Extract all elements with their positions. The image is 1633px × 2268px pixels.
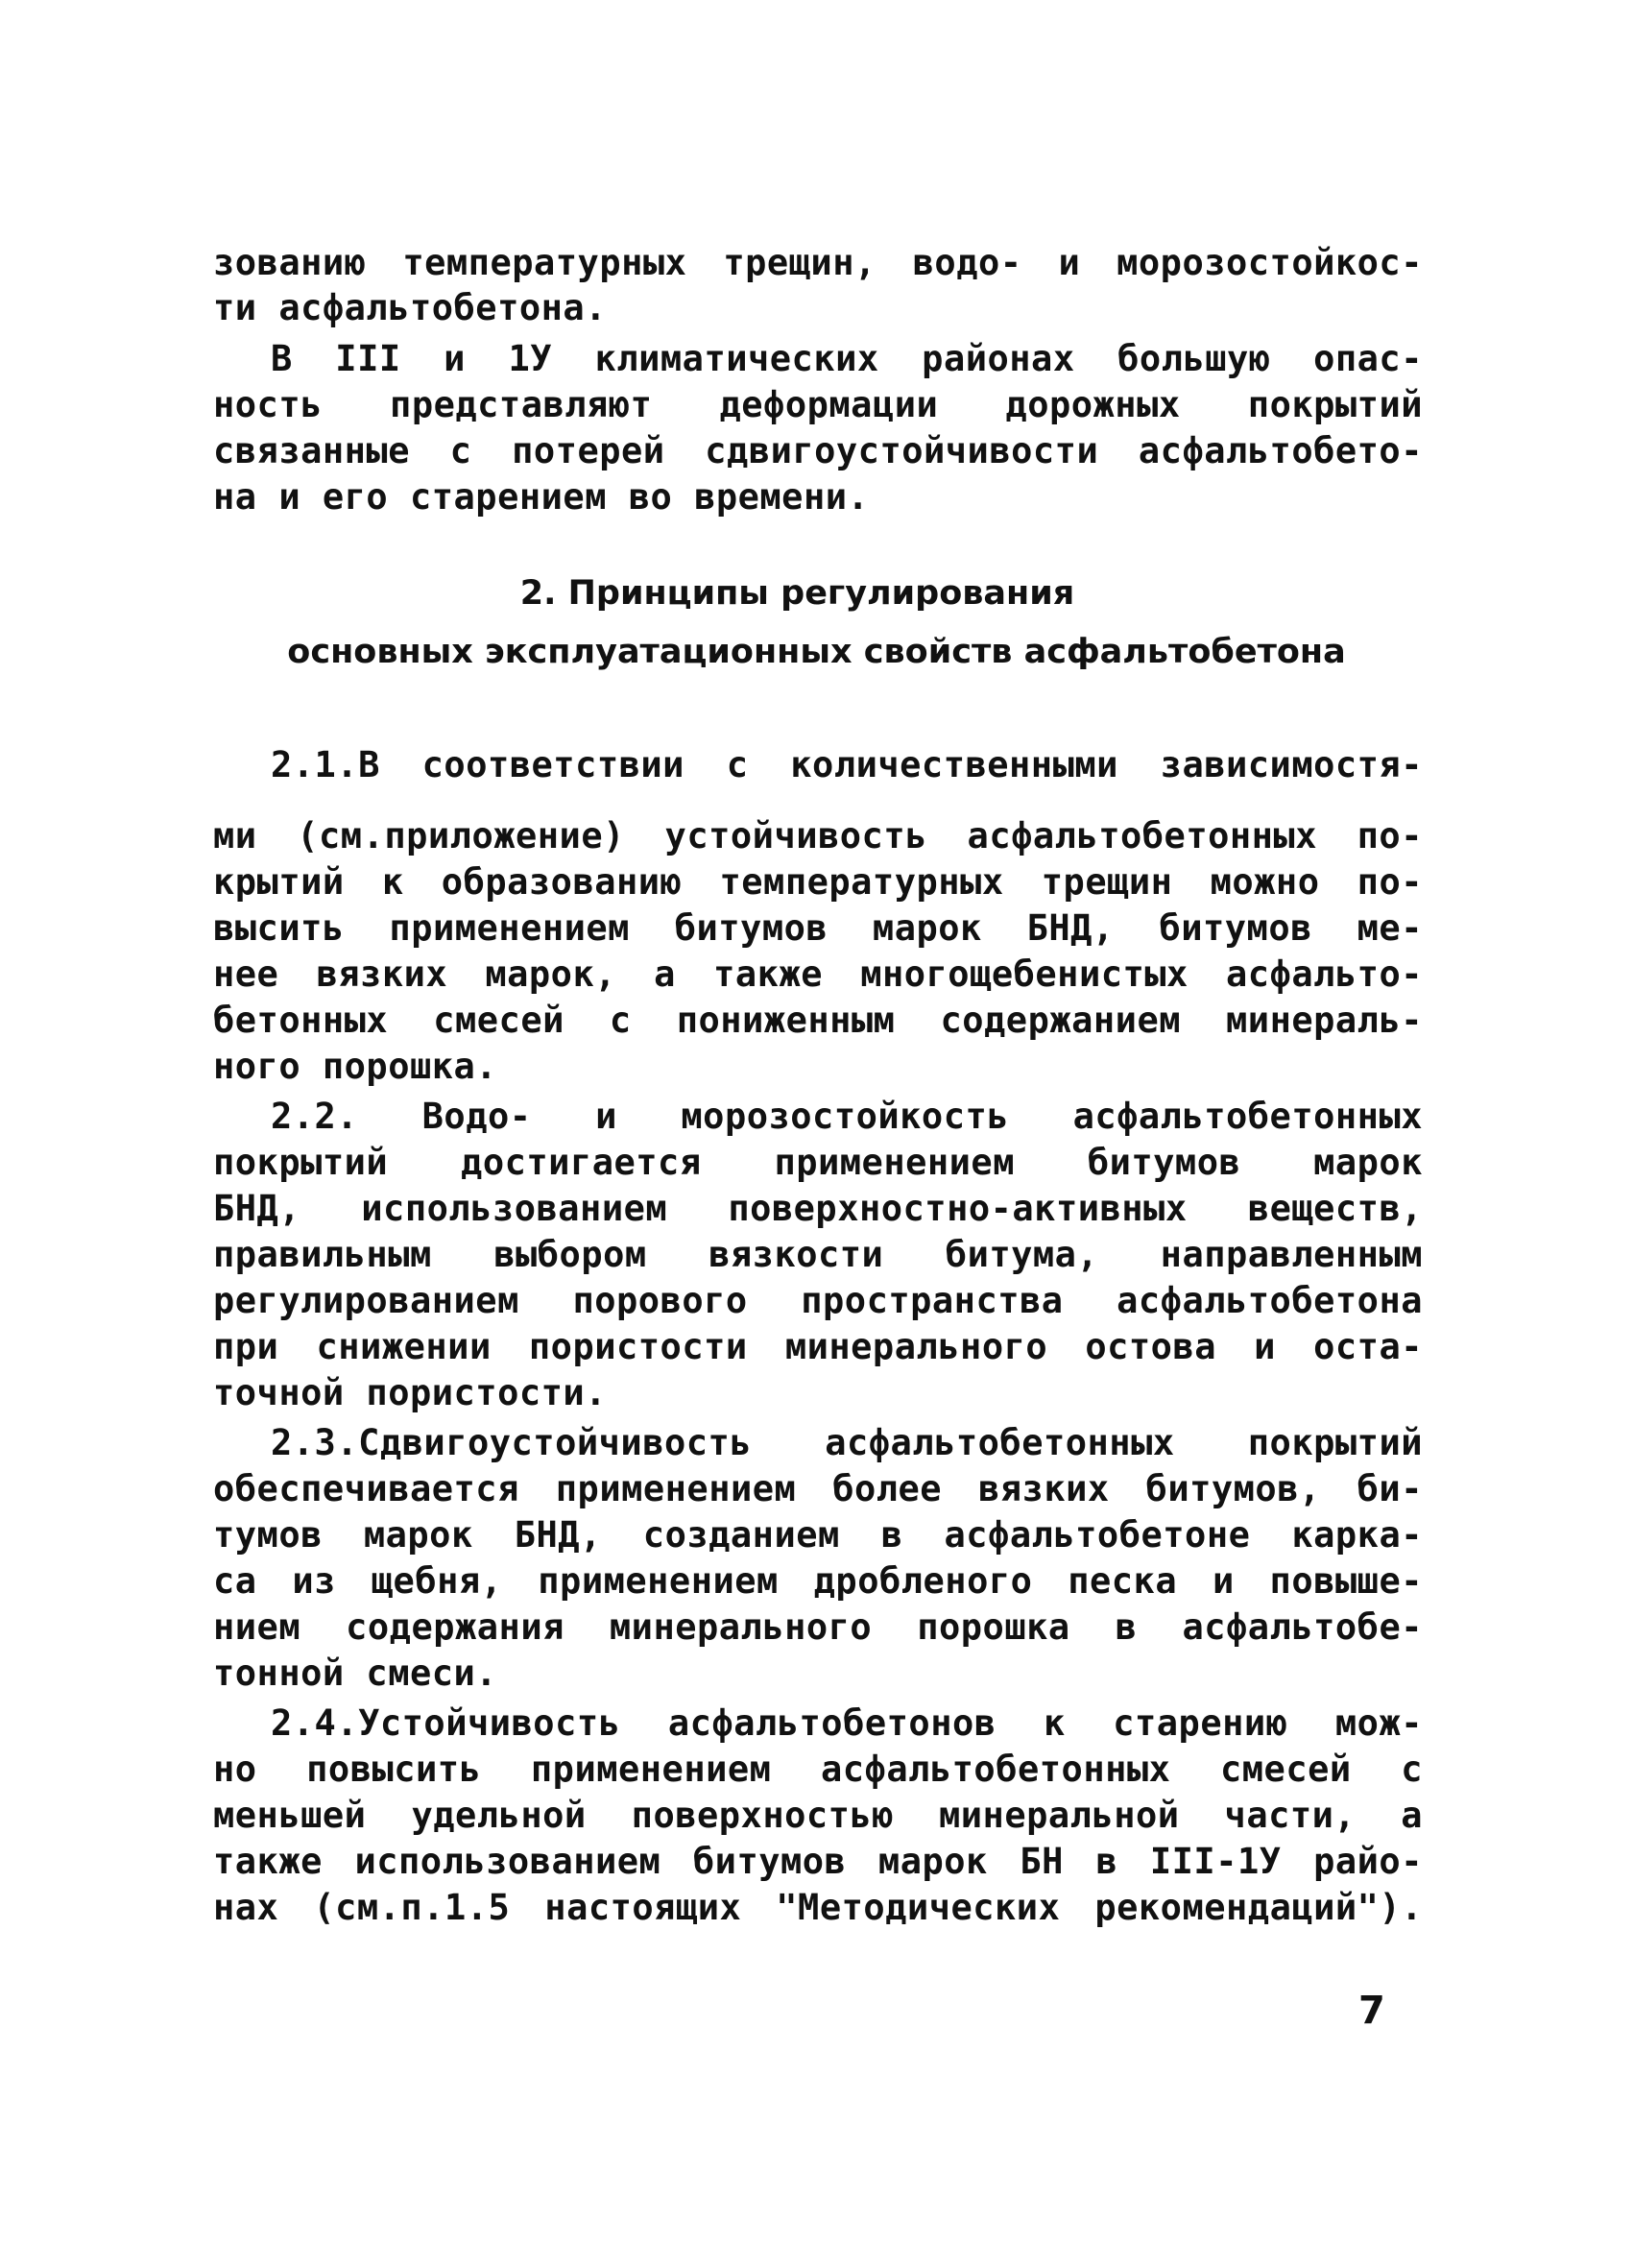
text-line: при снижении пористости минерального остова и оста-	[213, 1326, 1423, 1367]
text-line: связанные с потерей сдвигоустойчивости асфальтобето-	[213, 430, 1423, 471]
text-line: на и его старением во времени.	[213, 476, 870, 518]
text-line: крытий к образованию температурных трещин можно по-	[213, 861, 1423, 903]
text-line: регулированием порового пространства асфальтобетона	[213, 1280, 1423, 1321]
text-line: также использованием битумов марок БН в III-1У райо-	[213, 1841, 1423, 1882]
text-line: бетонных смесей с пониженным содержанием минераль-	[213, 1000, 1423, 1041]
page-number: 7	[1358, 1989, 1385, 2033]
text-line: нее вязких марок, а также многощебенистых асфальто-	[213, 953, 1423, 995]
text-line: покрытий достигается применением битумов марок	[213, 1142, 1423, 1183]
section-title-line-1: 2. Принципы регулирования	[519, 574, 1075, 613]
text-line: тумов марок БНД, созданием в асфальтобетоне карка-	[213, 1514, 1423, 1556]
text-line: меньшей удельной поверхностью минеральной части, а	[213, 1795, 1423, 1836]
text-line: 2.1.В соответствии с количественными зависимостя-	[271, 744, 1423, 785]
text-line: тонной смеси.	[213, 1653, 498, 1694]
text-line: зованию температурных трещин, водо- и морозостойкос-	[213, 242, 1423, 283]
text-line: но повысить применением асфальтобетонных смесей с	[213, 1749, 1423, 1790]
text-line: В III и 1У климатических районах большую опас-	[271, 338, 1423, 379]
text-line: высить применением битумов марок БНД, битумов ме-	[213, 907, 1423, 949]
text-line: правильным выбором вязкости битума, направленным	[213, 1234, 1423, 1275]
text-line: ность представляют деформации дорожных покрытий	[213, 384, 1423, 425]
section-title-line-2: основных эксплуатационных свойств асфальтобетона	[287, 633, 1346, 671]
text-line: 2.4.Устойчивость асфальтобетонов к старению мож-	[271, 1702, 1423, 1744]
text-line: нием содержания минерального порошка в асфальтобе-	[213, 1606, 1423, 1648]
text-line: 2.3.Сдвигоустойчивость асфальтобетонных покрытий	[271, 1422, 1423, 1463]
text-line: ного порошка.	[213, 1046, 498, 1087]
text-line: БНД, использованием поверхностно-активных веществ,	[213, 1188, 1423, 1229]
text-line: нах (см.п.1.5 настоящих "Методических рекомендаций").	[213, 1887, 1423, 1928]
text-line: обеспечивается применением более вязких битумов, би-	[213, 1468, 1423, 1509]
text-line: са из щебня, применением дробленого песка и повыше-	[213, 1560, 1423, 1602]
text-line: ми (см.приложение) устойчивость асфальтобетонных по-	[213, 815, 1423, 857]
text-line: точной пористости.	[213, 1372, 607, 1413]
text-line: 2.2. Водо- и морозостойкость асфальтобетонных	[271, 1096, 1423, 1137]
text-line: ти асфальтобетона.	[213, 287, 607, 328]
